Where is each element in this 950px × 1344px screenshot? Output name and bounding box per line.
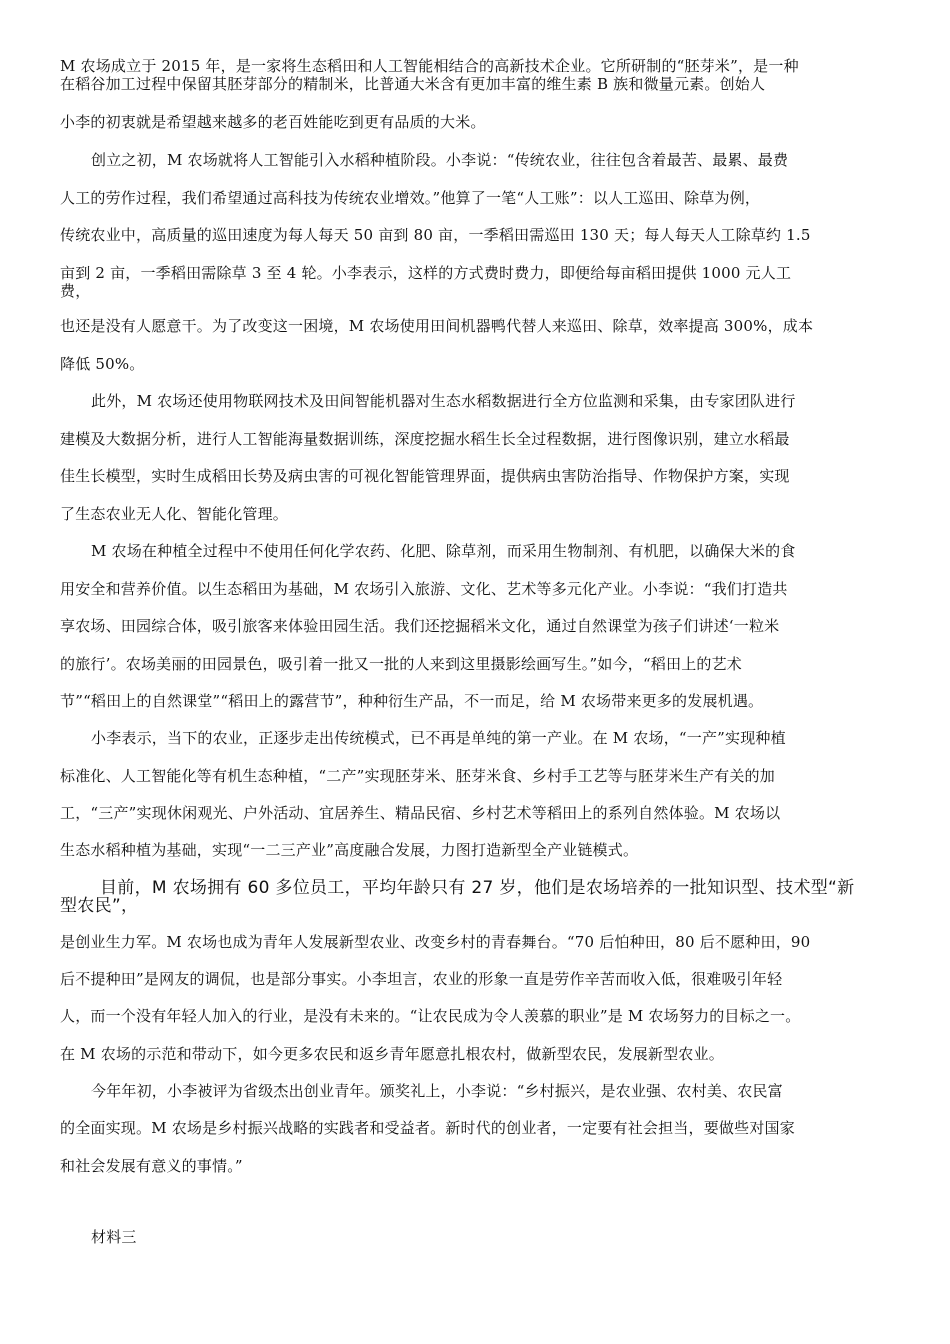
text-line: 的全面实现。M 农场是乡村振兴战略的实践者和受益者。新时代的创业者，一定要有社会担当，要做些对国家 (60, 1119, 795, 1137)
text-line: 享农场、田园综合体，吸引旅客来体验田园生活。我们还挖掘稻米文化，通过自然课堂为孩子们讲述‘一粒米 (60, 617, 780, 635)
text-line: 降低 50%。 (60, 355, 145, 373)
text-line: 佳生长模型，实时生成稻田长势及病虫害的可视化智能管理界面，提供病虫害防治指导、作物保护方案，实现 (60, 467, 790, 485)
text-line: 标准化、人工智能化等有机生态种植，“二产”实现胚芽米、胚芽米食、乡村手工艺等与胚芽米生产有关的加 (60, 767, 775, 785)
text-line: M 农场在种植全过程中不使用任何化学农药、化肥、除草剂，而采用生物制剂、有机肥，以确保大米的食 (91, 542, 796, 560)
text-line: 今年年初，小李被评为省级杰出创业青年。颁奖礼上，小李说：“乡村振兴，是农业强、农村美、农民富 (91, 1082, 783, 1100)
text-line: 的旅行’。农场美丽的田园景色，吸引着一批又一批的人来到这里摄影绘画写生。”如今，“稻田上的艺术 (60, 655, 743, 673)
text-line: 生态水稻种植为基础，实现“一二三产业”高度融合发展，力图打造新型全产业链模式。 (60, 841, 639, 859)
text-line: 此外，M 农场还使用物联网技术及田间智能机器对生态水稻数据进行全方位监测和采集，由专家团队进行 (91, 392, 796, 410)
text-line: M 农场成立于 2015 年，是一家将生态稻田和人工智能相结合的高新技术企业。它所研制的“胚芽米”，是一种 (60, 57, 799, 75)
text-line: 人，而一个没有年轻人加入的行业，是没有未来的。“让农民成为令人羡慕的职业”是 M 农场努力的目标之一。 (60, 1007, 801, 1025)
text-line: 在 M 农场的示范和带动下，如今更多农民和返乡青年愿意扎根农村，做新型农民，发展新型农业。 (60, 1045, 724, 1063)
text-line: 型农民”， (60, 896, 139, 916)
text-line: 建模及大数据分析，进行人工智能海量数据训练，深度挖掘水稻生长全过程数据，进行图像识别，建立水稻最 (60, 430, 790, 448)
text-line: 传统农业中，高质量的巡田速度为每人每天 50 亩到 80 亩，一季稻田需巡田 130 天；每人每天人工除草约 1.5 (60, 226, 811, 244)
text-line: 费， (60, 282, 91, 300)
text-line: 在稻谷加工过程中保留其胚芽部分的精制米，比普通大米含有更加丰富的维生素 B 族和微量元素。创始人 (60, 75, 766, 93)
text-line: 小李表示，当下的农业，正逐步走出传统模式，已不再是单纯的第一产业。在 M 农场，“一产”实现种植 (91, 729, 786, 747)
text-line: 和社会发展有意义的事情。” (60, 1157, 243, 1175)
text-line: 创立之初，M 农场就将人工智能引入水稻种植阶段。小李说：“传统农业，往往包含着最苦、最累、最费 (91, 151, 789, 169)
text-line: 亩到 2 亩，一季稻田需除草 3 至 4 轮。小李表示，这样的方式费时费力，即便给每亩稻田提供 1000 元人工 (60, 264, 792, 282)
text-line: 目前，M 农场拥有 60 多位员工，平均年龄只有 27 岁，他们是农场培养的一批知识型、技术型“新 (100, 878, 855, 898)
text-line: 后不提种田”是网友的调侃，也是部分事实。小李坦言，农业的形象一直是劳作辛苦而收入低，很难吸引年轻 (60, 970, 783, 988)
text-line: 了生态农业无人化、智能化管理。 (60, 505, 289, 523)
text-line: 用安全和营养价值。以生态稻田为基础，M 农场引入旅游、文化、艺术等多元化产业。小李说：“我们打造共 (60, 580, 788, 598)
section-heading: 材料三 (91, 1228, 137, 1246)
text-line: 人工的劳作过程，我们希望通过高科技为传统农业增效。”他算了一笔“人工账”：以人工巡田、除草为例， (60, 189, 761, 207)
text-line: 节”“稻田上的自然课堂”“稻田上的露营节”，种种衍生产品，不一而足，给 M 农场带来更多的发展机遇。 (60, 692, 764, 710)
text-line: 小李的初衷就是希望越来越多的老百姓能吃到更有品质的大米。 (60, 113, 486, 131)
text-line: 是创业生力军。M 农场也成为青年人发展新型农业、改变乡村的青春舞台。“70 后怕种田，80 后不愿种田，90 (60, 933, 811, 951)
text-line: 工，“三产”实现休闲观光、户外活动、宜居养生、精品民宿、乡村艺术等稻田上的系列自然体验。M 农场以 (60, 804, 781, 822)
text-line: 也还是没有人愿意干。为了改变这一困境，M 农场使用田间机器鸭代替人来巡田、除草，效率提高 300%，成本 (60, 317, 814, 335)
